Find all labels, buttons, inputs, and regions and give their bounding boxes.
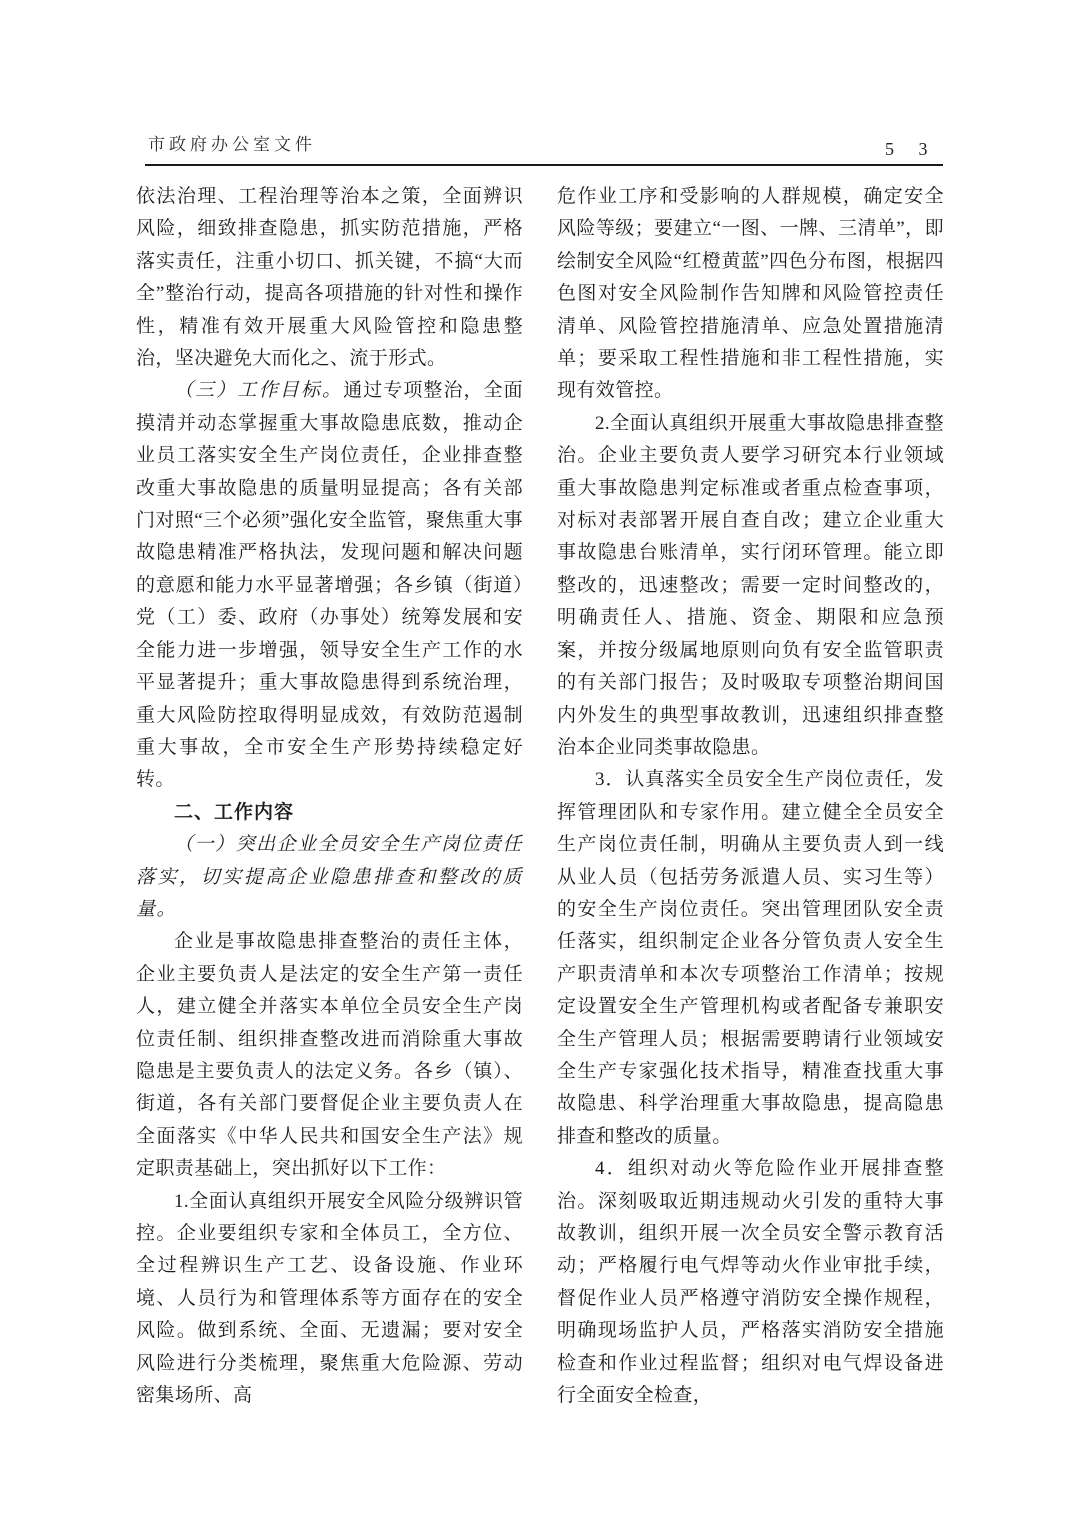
column-left [136,181,523,1412]
paragraph: 2.全面认真组织开展重大事故隐患排查整治。企业主要负责人要学习研究本行业领域重大事故隐患判定标准或者重点检查事项，对标对表部署开展自查自改；建立企业重大事故隐患台账清单，实行闭环管理。能立即整改的，迅速整改；需要一定时间整改的，明确责任人、措施、资金、期限和应急预案，并按分级属地原则向负有安全监管职责的有关部门报告；及时吸取专项整治期间国内外发生的典型事故教训，迅速组织排查整治本企业同类事故隐患。 [557,412,944,758]
paragraph: （三）工作目标。通过专项整治，全面摸清并动态掌握重大事故隐患底数，推动企业员工落实安全生产岗位责任，企业排查整改重大事故隐患的质量明显提高；各有关部门对照“三个必须”强化安全监管，聚焦重大事故隐患精准严格执法，发现问题和解决问题的意愿和能力水平显著增强；各乡镇（街道）党（工）委、政府（办事处）统筹发展和安全能力进一步增强，领导安全生产工作的水平显著提升；重大事故隐患得到系统治理，重大风险防控取得明显成效，有效防范遏制重大事故，全市安全生产形势持续稳定好转。 [136,380,523,791]
paragraph: 1.全面认真组织开展安全风险分级辨识管控。企业要组织专家和全体员工，全方位、全过程辨识生产工艺、设备设施、作业环境、人员行为和管理体系等方面存在的安全风险。做到系统、全面、无遗漏；要对安全风险进行分类梳理，聚焦重大危险源、劳动密集场所、高 [136,1190,523,1407]
paragraph: 3．认真落实全员安全生产岗位责任，发挥管理团队和专家作用。建立健全全员安全生产岗位责任制，明确从主要负责人到一线从业人员（包括劳务派遣人员、实习生等）的安全生产岗位责任。突出管理团队安全责任落实，组织制定企业各分管负责人安全生产职责清单和本次专项整治工作清单；按规定设置安全生产管理机构或者配备专兼职安全生产管理人员；根据需要聘请行业领域安全生产专家强化技术指导，精准查找重大事故隐患、科学治理重大事故隐患，提高隐患排查和整改的质量。 [557,769,944,1147]
text-columns [136,181,944,1412]
paragraph: 企业是事故隐患排查整治的责任主体，企业主要负责人是法定的安全生产第一责任人，建立健全并落实本单位全员安全生产岗位责任制、组织排查整改进而消除重大事故隐患是主要负责人的法定义务。各乡（镇）、街道，各有关部门要督促企业主要负责人在全面落实《中华人民共和国安全生产法》规定职责基础上，突出抓好以下工作： [136,931,523,1180]
column-right [557,181,944,1412]
paragraph: （一）突出企业全员安全生产岗位责任落实，切实提高企业隐患排查和整改的质量。 [136,834,523,920]
header-rule [145,164,943,166]
paragraph: 依法治理、工程治理等治本之策，全面辨识风险，细致排查隐患，抓实防范措施，严格落实责任，注重小切口、抓关键，不搞“大而全”整治行动，提高各项措施的针对性和操作性，精准有效开展重大风险管控和隐患整治，坚决避免大而化之、流于形式。 [136,186,523,370]
page-number: 5 3 [885,139,938,159]
paragraph: 4．组织对动火等危险作业开展排查整治。深刻吸取近期违规动火引发的重特大事故教训，组织开展一次全员安全警示教育活动；严格履行电气焊等动火作业审批手续，督促作业人员严格遵守消防安全操作规程，明确现场监护人员，严格落实消防安全措施检查和作业过程监督；组织对电气焊设备进行全面安全检查， [557,1158,944,1407]
paragraph: 危作业工序和受影响的人群规模，确定安全风险等级；要建立“一图、一牌、三清单”，即绘制安全风险“红橙黄蓝”四色分布图，根据四色图对安全风险制作告知牌和风险管控责任清单、风险管控措施清单、应急处置措施清单；要采取工程性措施和非工程性措施，实现有效管控。 [557,186,944,402]
document-header-label: 市政府办公室文件 [148,135,316,154]
paragraph-lead: （三）工作目标。 [174,380,344,402]
paragraph: 二、工作内容 [174,801,295,823]
